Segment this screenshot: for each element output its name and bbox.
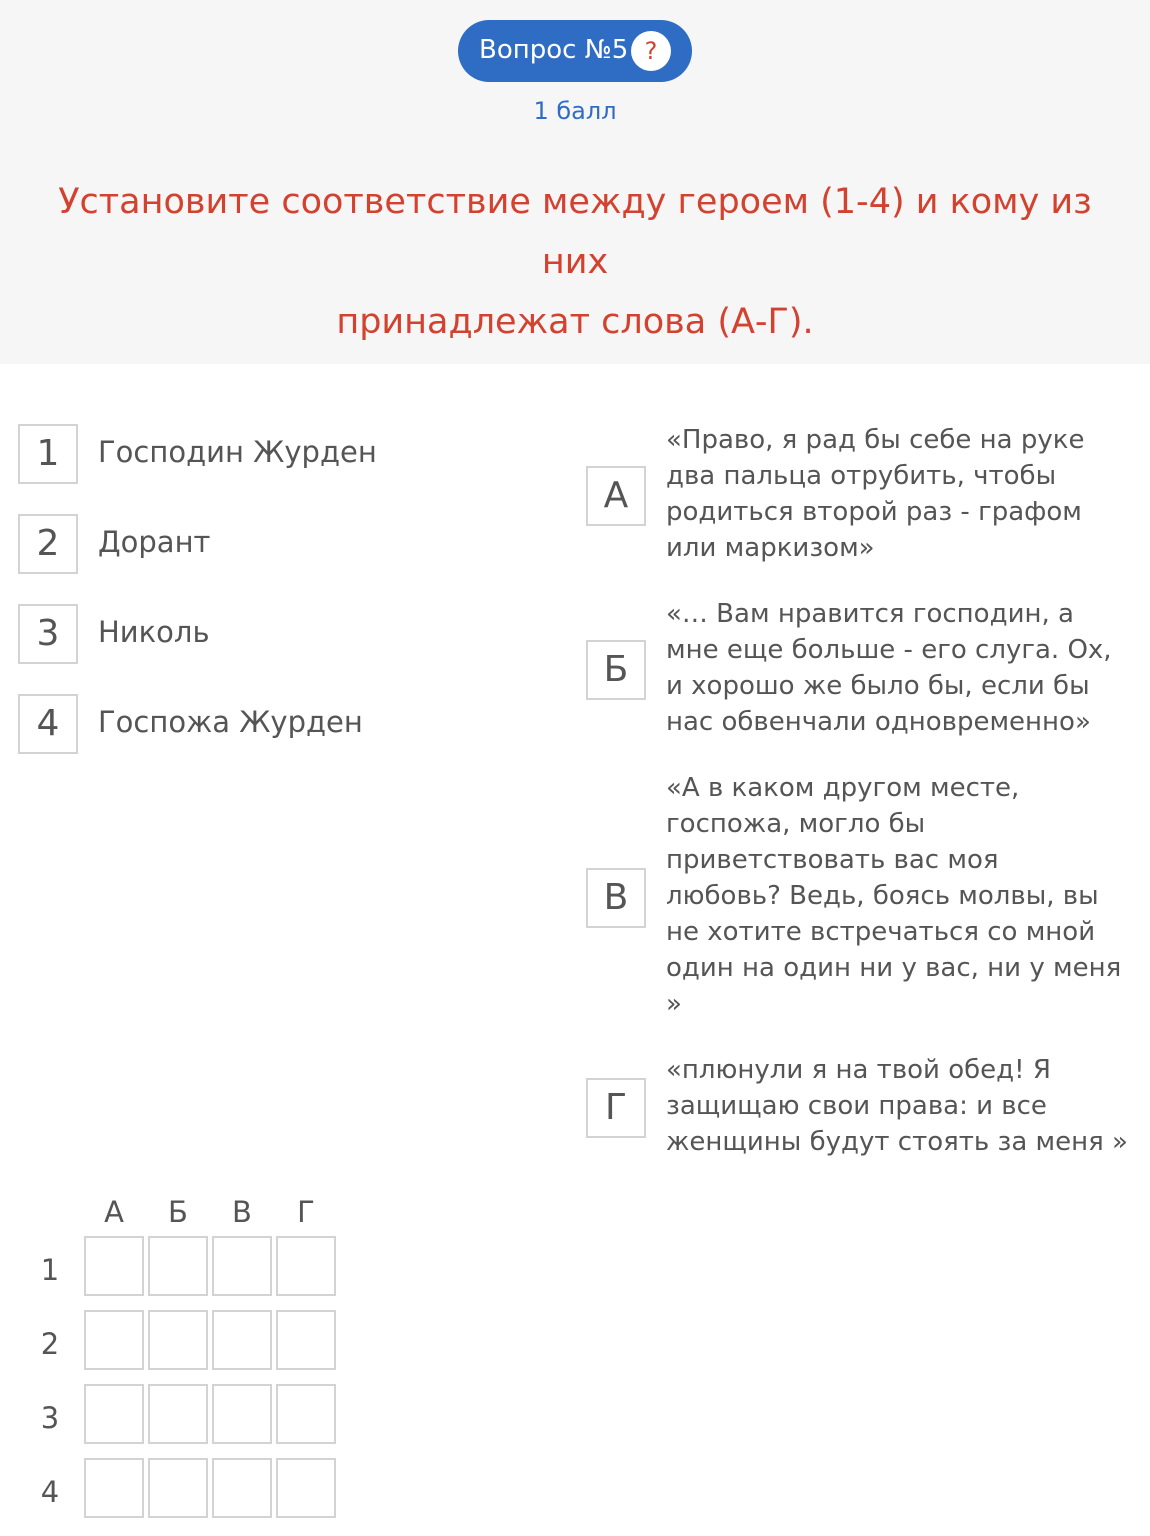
grid-column-header: В xyxy=(232,1195,252,1229)
grid-cell-4-b[interactable] xyxy=(148,1458,208,1518)
hero-number-box: 2 xyxy=(18,514,78,574)
quote-letter-box: А xyxy=(586,466,646,526)
points-label: 1 балл xyxy=(533,97,617,125)
grid-cell-2-v[interactable] xyxy=(212,1310,272,1370)
question-prompt-line-1: Установите соответствие между героем (1-4) и кому из них xyxy=(58,182,1092,282)
quote-line: не хотите встречаться со мной xyxy=(666,917,1096,947)
grid-cell-4-a[interactable] xyxy=(84,1458,144,1518)
grid-cell-2-a[interactable] xyxy=(84,1310,144,1370)
quote-letter-box: В xyxy=(586,868,646,928)
quote-line: «А в каком другом месте, xyxy=(666,773,1020,803)
quote-line: нас обвенчали одновременно» xyxy=(666,707,1091,737)
grid-cell-1-b[interactable] xyxy=(148,1236,208,1296)
quote-line: госпожа, могло бы xyxy=(666,809,926,839)
grid-cell-3-a[interactable] xyxy=(84,1384,144,1444)
grid-cell-4-v[interactable] xyxy=(212,1458,272,1518)
quote-text xyxy=(666,770,1136,1022)
grid-cell-3-v[interactable] xyxy=(212,1384,272,1444)
quote-line: женщины будут стоять за меня » xyxy=(666,1127,1128,1157)
quote-line: » xyxy=(666,989,682,1019)
question-number-label: Вопрос №5 xyxy=(479,35,629,65)
grid-cell-3-g[interactable] xyxy=(276,1384,336,1444)
grid-cell-2-g[interactable] xyxy=(276,1310,336,1370)
grid-cell-1-g[interactable] xyxy=(276,1236,336,1296)
question-prompt-line-2: принадлежат слова (А-Г). xyxy=(336,302,814,342)
quote-line: два пальца отрубить, чтобы xyxy=(666,461,1057,491)
hero-number-box: 4 xyxy=(18,694,78,754)
quote-line: родиться второй раз - графом xyxy=(666,497,1082,527)
grid-row-header: 4 xyxy=(40,1475,60,1509)
grid-cell-2-b[interactable] xyxy=(148,1310,208,1370)
grid-column-header: Г xyxy=(297,1195,315,1229)
quote-line: приветствовать вас моя xyxy=(666,845,999,875)
grid-row-header: 3 xyxy=(40,1401,60,1435)
hero-name: Госпожа Журден xyxy=(98,705,363,739)
quote-line: «… Вам нравится господин, а xyxy=(666,599,1074,629)
question-header xyxy=(0,0,1150,364)
quote-line: один на один ни у вас, ни у меня xyxy=(666,953,1122,983)
quote-line: любовь? Ведь, боясь молвы, вы xyxy=(666,881,1099,911)
quote-line: или маркизом» xyxy=(666,533,875,563)
quote-letter-box: Г xyxy=(586,1078,646,1138)
quote-line: мне еще больше - его слуга. Ох, xyxy=(666,635,1112,665)
grid-column-header: А xyxy=(104,1195,124,1229)
quote-line: защищаю свои права: и все xyxy=(666,1091,1047,1121)
grid-row-header: 1 xyxy=(40,1253,60,1287)
quote-line: «плюнули я на твой обед! Я xyxy=(666,1055,1051,1085)
quote-line: и хорошо же было бы, если бы xyxy=(666,671,1090,701)
quote-text xyxy=(666,422,1136,566)
hero-number-box: 3 xyxy=(18,604,78,664)
hero-name: Господин Журден xyxy=(98,435,377,469)
grid-row-header: 2 xyxy=(40,1327,60,1361)
grid-cell-3-b[interactable] xyxy=(148,1384,208,1444)
quote-letter-box: Б xyxy=(586,640,646,700)
grid-cell-1-a[interactable] xyxy=(84,1236,144,1296)
question-number-badge xyxy=(458,20,692,82)
help-icon[interactable]: ? xyxy=(631,31,671,71)
grid-column-header: Б xyxy=(168,1195,188,1229)
quote-text xyxy=(666,1052,1136,1160)
hero-name: Николь xyxy=(98,615,210,649)
question-prompt xyxy=(40,172,1110,352)
grid-cell-1-v[interactable] xyxy=(212,1236,272,1296)
quote-line: «Право, я рад бы себе на руке xyxy=(666,425,1085,455)
hero-number-box: 1 xyxy=(18,424,78,484)
hero-name: Дорант xyxy=(98,525,211,559)
quote-text xyxy=(666,596,1136,740)
grid-cell-4-g[interactable] xyxy=(276,1458,336,1518)
